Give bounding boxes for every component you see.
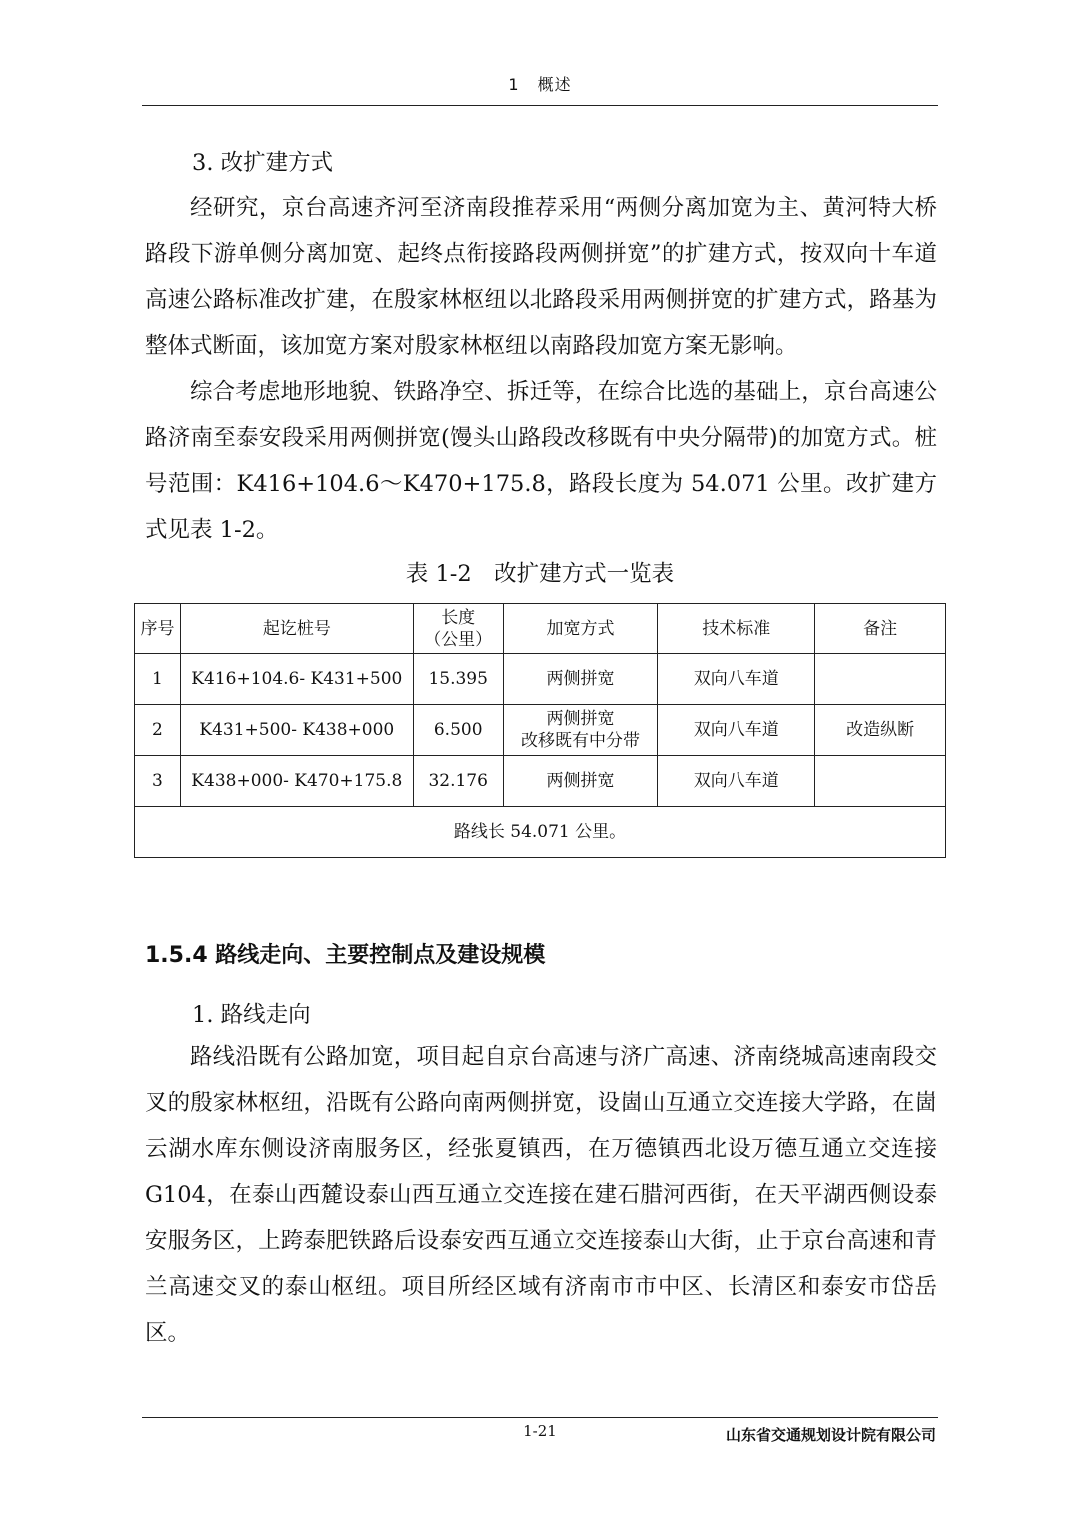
header-seq: 序号 (135, 604, 181, 654)
cell-note: 改造纵断 (815, 705, 946, 756)
expansion-method-table (134, 603, 946, 858)
section-3-paragraph-2: 综合考虑地形地貌、铁路净空、拆迁等，在综合比选的基础上，京台高速公路济南至泰安段采用两侧拼宽(馒头山路段改移既有中央分隔带)的加宽方式。桩号范围：K416+104.6～K470+175.8，路段长度为 54.071 公里。改扩建方式见表 1-2。 (145, 379, 937, 543)
section-1-5-4-title: 1.5.4 路线走向、主要控制点及建设规模 (145, 943, 546, 968)
cell-length: 6.500 (413, 705, 503, 756)
cell-seq: 2 (135, 705, 181, 756)
cell-method: 两侧拼宽 (503, 654, 658, 705)
chapter-number: 1 (508, 75, 520, 94)
subsection-route-heading: 1. 路线走向 (192, 1002, 311, 1028)
cell-note (815, 654, 946, 705)
cell-seq: 1 (135, 654, 181, 705)
cell-method: 两侧拼宽 (503, 756, 658, 807)
section-3-paragraph-1: 经研究，京台高速齐河至济南段推荐采用“两侧分离加宽为主、黄河特大桥路段下游单侧分离加宽、起终点衔接路段两侧拼宽”的扩建方式，按双向十车道高速公路标准改扩建，在殷家林枢纽以北路段采用两侧拼宽的扩建方式，路基为整体式断面，该加宽方案对殷家林枢纽以南路段加宽方案无影响。 (145, 195, 937, 359)
section-3-heading: 3. 改扩建方式 (192, 150, 334, 176)
cell-standard: 双向八车道 (658, 756, 815, 807)
cell-standard: 双向八车道 (658, 654, 815, 705)
cell-length: 15.395 (413, 654, 503, 705)
table-total-row (135, 807, 946, 858)
table-caption: 表 1-2 改扩建方式一览表 (405, 561, 675, 587)
header-length: 长度 （公里） (413, 604, 503, 654)
footer-rule (142, 1417, 938, 1418)
header-standard: 技术标准 (658, 604, 815, 654)
running-header (0, 72, 1080, 95)
cell-station: K416+104.6- K431+500 (180, 654, 413, 705)
table-header-row (135, 604, 946, 654)
cell-station: K431+500- K438+000 (180, 705, 413, 756)
page-number: 1-21 (523, 1422, 557, 1440)
chapter-title: 概述 (537, 75, 572, 94)
cell-length: 32.176 (413, 756, 503, 807)
cell-total: 路线长 54.071 公里。 (135, 807, 946, 858)
table-row (135, 756, 946, 807)
cell-method: 两侧拼宽 改移既有中分带 (503, 705, 658, 756)
cell-station: K438+000- K470+175.8 (180, 756, 413, 807)
header-method: 加宽方式 (503, 604, 658, 654)
table-row (135, 654, 946, 705)
header-rule (142, 105, 938, 106)
header-station: 起讫桩号 (180, 604, 413, 654)
footer-organization: 山东省交通规划设计院有限公司 (725, 1426, 936, 1444)
table-row (135, 705, 946, 756)
route-paragraph: 路线沿既有公路加宽，项目起自京台高速与济广高速、济南绕城高速南段交叉的殷家林枢纽，沿既有公路向南两侧拼宽，设崮山互通立交连接大学路，在崮云湖水库东侧设济南服务区，经张夏镇西，在万德镇西北设万德互通立交连接 G104，在泰山西麓设泰山西互通立交连接在建石腊河西街，在天平湖西侧设泰安服务区，上跨泰肥铁路后设泰安西互通立交连接泰山大街，止于京台高速和青兰高速交叉的泰山枢纽。项目所经区域有济南市市中区、长清区和泰安市岱岳区。 (145, 1044, 937, 1346)
cell-note (815, 756, 946, 807)
header-note: 备注 (815, 604, 946, 654)
cell-standard: 双向八车道 (658, 705, 815, 756)
cell-seq: 3 (135, 756, 181, 807)
